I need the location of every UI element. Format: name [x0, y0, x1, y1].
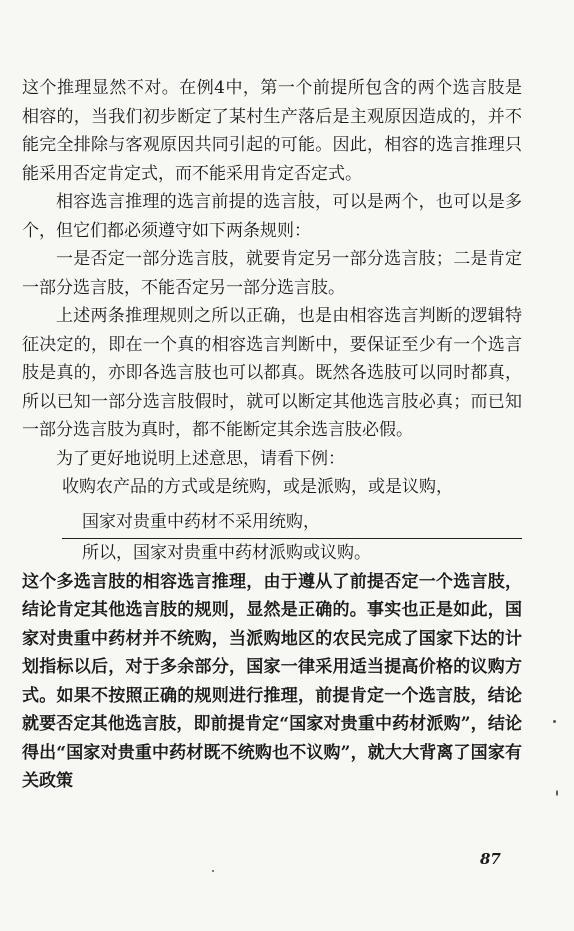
scan-speck	[556, 790, 558, 796]
paragraph-6: 这个多选言肢的相容选言推理，由于遵从了前提否定一个选言肢，结论肯定其他选言肢的规则，显然是正确的。事实也正是如此，国家对贵重中药材并不统购，当派购地区的农民完成了国家下达的计划指标以后，对于多余部分，国家一律采用适当提高价格的议购方式。如果不按照正确的规则进行推理，前提肯定一个选言肢，结论就要否定其他选言肢，即前提肯定“国家对贵重中药材派购”，结论得出“国家对贵重中药材既不统购也不议购”，就大大背离了国家有关政策	[22, 571, 522, 791]
syllogism-conclusion: 所以，国家对贵重中药材派购或议购。	[82, 543, 371, 563]
premise-minor: 国家对贵重中药材不采用统购，	[62, 508, 522, 540]
scan-speck	[553, 720, 556, 723]
paragraph-2: 相容选言推理的选言前提的选言肢，可以是两个，也可以是多个，但它们都必须遵守如下两条规则：	[22, 192, 522, 241]
page-number: 87	[480, 850, 501, 868]
scan-speck	[212, 870, 214, 872]
body-text	[22, 74, 522, 796]
paragraph-1: 这个推理显然不对。在例4中，第一个前提所包含的两个选言肢是相容的，当我们初步断定了某村生产落后是主观原因造成的，并不能完全排除与客观原因共同引起的可能。因此，相容的选言推理只能采用否定肯定式，而不能采用肯定否定式。	[22, 78, 522, 184]
premise-major: 收购农产品的方式或是统购，或是派购，或是议购，	[62, 477, 453, 497]
example-syllogism	[22, 473, 522, 568]
paragraph-3-rules: 一是否定一部分选言肢，就要肯定另一部分选言肢；二是肯定一部分选言肢，不能否定另一部分选言肢。	[22, 249, 522, 298]
paragraph-4: 上述两条推理规则之所以正确，也是由相容选言判断的逻辑特征决定的，即在一个真的相容选言判断中，要保证至少有一个选言肢是真的，亦即各选言肢也可以都真。既然各选肢可以同时都真，所以已知一部分选言肢假时，就可以断定其他选言肢必真；而已知一部分选言肢为真时，都不能断定其余选言肢必假。	[22, 306, 522, 440]
scan-speck	[300, 190, 302, 192]
paragraph-5-intro: 为了更好地说明上述意思，请看下例：	[56, 448, 345, 469]
